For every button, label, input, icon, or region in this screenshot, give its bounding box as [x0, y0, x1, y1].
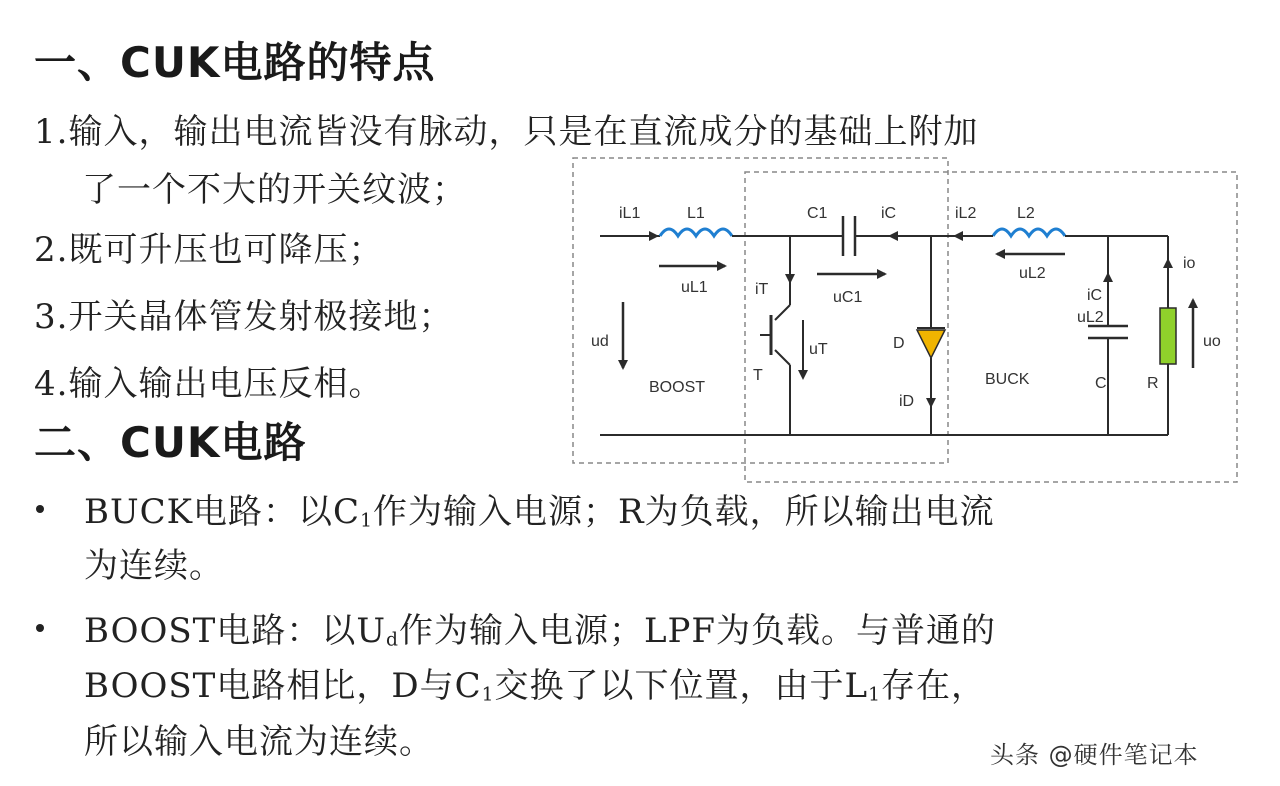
inductor-l1 — [660, 229, 732, 236]
bullet-buck-line-1: BUCK电路：以$C_1$作为输入电源；R为负载，所以输出电流 — [84, 492, 995, 532]
label-boost: BOOST — [649, 379, 706, 396]
bullet-boost-line-2: BOOST电路相比，D与$C_1$交换了以下位置，由于$L_1$存在， — [84, 666, 986, 706]
diode-d — [917, 330, 945, 358]
label-il1: iL1 — [619, 205, 641, 222]
section-title-cuk-circuit: 二、CUK电路 — [34, 418, 307, 467]
label-it: iT — [755, 281, 769, 298]
label-c: C — [1095, 375, 1107, 392]
label-l2: L2 — [1017, 205, 1035, 222]
bullet-boost-line-1: BOOST电路：以$U_d$作为输入电源；LPF为负载。与普通的 — [84, 611, 997, 651]
label-ut: uT — [809, 341, 828, 358]
bullet-buck-line-2: 为连续。 — [84, 546, 224, 586]
boost-dashed-box — [573, 158, 948, 463]
label-il2: iL2 — [955, 205, 977, 222]
resistor-r — [1160, 308, 1176, 364]
section-title-features: 一、CUK电路的特点 — [34, 38, 436, 87]
bullet-dot — [36, 624, 44, 632]
feature-item-1-line-1: 1.输入，输出电流皆没有脉动，只是在直流成分的基础上附加 — [34, 112, 979, 152]
label-d: D — [893, 335, 905, 352]
label-id: iD — [899, 393, 915, 410]
bullet-dot — [36, 505, 44, 513]
label-ul2-cap: uL2 — [1077, 309, 1104, 326]
feature-item-4: 4.输入输出电压反相。 — [34, 364, 384, 404]
label-io: io — [1183, 255, 1196, 272]
label-uo: uo — [1203, 333, 1221, 350]
feature-item-1-line-2: 了一个不大的开关纹波； — [82, 170, 467, 210]
label-t: T — [753, 367, 763, 384]
bullet-boost-line-3: 所以输入电流为连续。 — [84, 722, 434, 762]
inductor-l2 — [993, 229, 1065, 236]
feature-item-3: 3.开关晶体管发射极接地； — [34, 297, 454, 337]
watermark: 头条 @硬件笔记本 — [990, 741, 1199, 769]
label-c1: C1 — [807, 205, 828, 222]
label-uc1: uC1 — [833, 289, 863, 306]
label-ul2: uL2 — [1019, 265, 1046, 282]
label-ud: ud — [591, 333, 609, 350]
label-l1: L1 — [687, 205, 705, 222]
label-r: R — [1147, 375, 1159, 392]
label-buck: BUCK — [985, 371, 1030, 388]
label-ul1: uL1 — [681, 279, 708, 296]
label-ic: iC — [881, 205, 897, 222]
feature-item-2: 2.既可升压也可降压； — [34, 230, 384, 270]
cuk-circuit-diagram — [565, 150, 1245, 490]
label-ic-output: iC — [1087, 287, 1103, 304]
